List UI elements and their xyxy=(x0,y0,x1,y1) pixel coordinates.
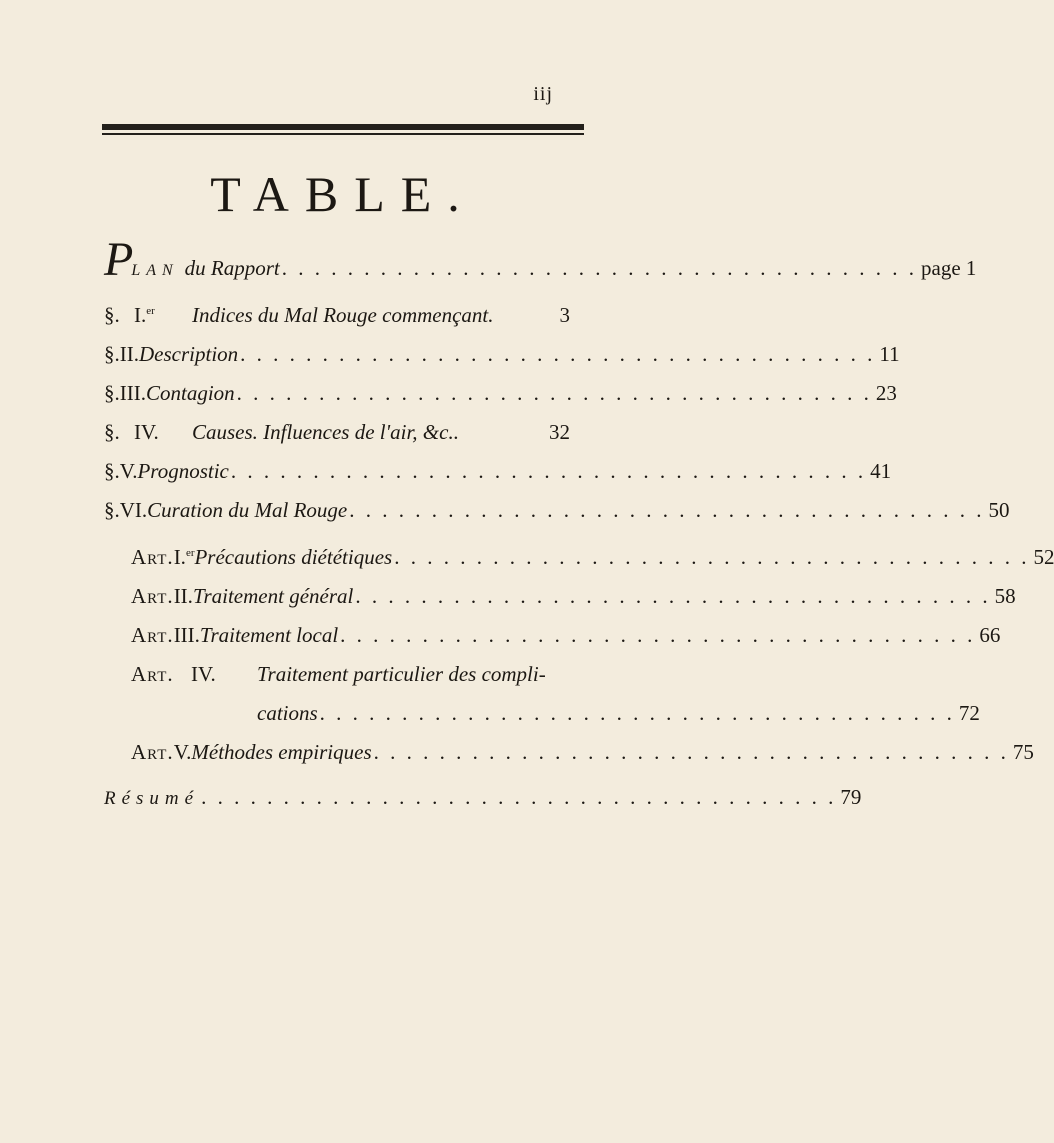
page-number: 11 xyxy=(879,342,900,366)
toc-article-continuation xyxy=(257,701,980,726)
section-number: I. xyxy=(134,303,147,327)
section-number: VI. xyxy=(119,498,148,522)
article-number: I. xyxy=(173,545,186,569)
drop-initial: P xyxy=(104,233,134,286)
page-number: 79 xyxy=(840,785,862,809)
toc-entry xyxy=(104,342,900,367)
section-sign: §. xyxy=(104,459,120,483)
section-sign: §. xyxy=(104,342,120,366)
toc-entry xyxy=(104,459,892,484)
section-number: V. xyxy=(119,459,138,483)
plan-rest: LAN xyxy=(131,262,179,279)
toc-entry-plan xyxy=(104,233,977,286)
leader-dots: . . . . . . . . . . . . . . . . . . . . . . . . . . . . . . . . . . . . . . . xyxy=(349,498,985,522)
leader-dots: . . . . . . . . . . . . . . . . . . . . . . . . . . . . . . . . . . . . . . . xyxy=(319,701,955,725)
entry-title-continued: cations xyxy=(257,701,318,725)
article-label: Art. xyxy=(131,662,174,686)
plan-text: du Rapport xyxy=(184,256,280,280)
article-number: III. xyxy=(173,623,200,647)
page-number: 72 xyxy=(958,701,980,725)
ordinal-suffix: er xyxy=(146,305,155,317)
page-number: page 1 xyxy=(921,256,977,280)
entry-title: Traitement particulier des compli- xyxy=(257,662,546,686)
section-number: IV. xyxy=(134,420,159,444)
entry-title: Indices du Mal Rouge commençant. xyxy=(192,303,494,327)
section-number: II. xyxy=(119,342,139,366)
entry-title: Prognostic xyxy=(137,459,229,483)
leader-dots: . . . . . . . . . . . . . . . . . . . . . . . . . . . . . . . . . . . . . . . xyxy=(281,256,918,280)
entry-title: Curation du Mal Rouge xyxy=(147,498,348,522)
page-number: 41 xyxy=(870,459,892,483)
entry-title: Traitement général xyxy=(192,584,354,608)
entry-title: Traitement local xyxy=(199,623,339,647)
page-title: TABLE. xyxy=(210,166,476,222)
leader-dots: . . . . . . . . . . . . . . . . . . . . . . . . . . . . . . . . . . . . . . . xyxy=(201,785,837,809)
leader-dots: . . . . . . . . . . . . . . . . . . . . . . . . . . . . . . . . . . . . . . . xyxy=(340,623,976,647)
page-number: 23 xyxy=(875,381,897,405)
article-label: Art. xyxy=(131,545,174,569)
section-sign: §. xyxy=(104,498,120,522)
article-number: V. xyxy=(173,740,192,764)
article-label: Art. xyxy=(131,584,174,608)
page-number: 58 xyxy=(994,584,1016,608)
resume-label: Résumé xyxy=(104,788,200,809)
toc-entry-resume xyxy=(104,785,862,810)
section-sign: §. xyxy=(104,303,120,327)
page-number: 32 xyxy=(549,420,570,444)
section-sign: §. xyxy=(104,381,120,405)
article-label: Art. xyxy=(131,623,174,647)
leader-dots: . . . . . . . . . . . . . . . . . . . . . . . . . . . . . . . . . . . . . . . xyxy=(355,584,991,608)
toc-article xyxy=(131,623,1001,648)
page-number: 3 xyxy=(559,303,570,327)
entry-title: Description xyxy=(139,342,239,366)
toc-article xyxy=(131,584,1016,609)
page-number: 66 xyxy=(979,623,1001,647)
entry-title: Contagion xyxy=(145,381,235,405)
entry-title: Causes. Influences de l'air, &c.. xyxy=(192,420,459,444)
toc-article xyxy=(131,740,1034,765)
leader-dots: . . . . . . . . . . . . . . . . . . . . . . . . . . . . . . . . . . . . . . . xyxy=(240,342,876,366)
toc-entry xyxy=(104,381,897,406)
leader-dots: . . . . . . . . . . . . . . . . . . . . . . . . . . . . . . . . . . . . . . . xyxy=(230,459,867,483)
toc-entry xyxy=(104,303,570,328)
page-number: 75 xyxy=(1012,740,1034,764)
leader-dots: . . . . . . . . . . . . . . . . . . . . . . . . . . . . . . . . . . . . . . . xyxy=(373,740,1009,764)
ordinal-suffix: er xyxy=(185,547,195,559)
page-folio: iij xyxy=(533,83,553,105)
entry-title: Précautions diététiques xyxy=(194,545,393,569)
entry-title: Méthodes empiriques xyxy=(191,740,372,764)
toc-article xyxy=(131,545,1054,570)
section-sign: §. xyxy=(104,420,120,444)
leader-dots: . . . . . . . . . . . . . . . . . . . . . . . . . . . . . . . . . . . . . . . xyxy=(394,545,1030,569)
toc-article xyxy=(131,662,586,687)
page-number: 50 xyxy=(988,498,1010,522)
page-number: 52 xyxy=(1033,545,1054,569)
header-rule-thin xyxy=(102,133,584,135)
article-number: IV. xyxy=(191,662,216,686)
article-label: Art. xyxy=(131,740,174,764)
article-number: II. xyxy=(173,584,193,608)
toc-entry xyxy=(104,498,1010,523)
header-rule-thick xyxy=(102,124,584,130)
toc-entry xyxy=(104,420,570,445)
leader-dots: . . . . . . . . . . . . . . . . . . . . . . . . . . . . . . . . . . . . . . . xyxy=(236,381,872,405)
section-number: III. xyxy=(119,381,146,405)
